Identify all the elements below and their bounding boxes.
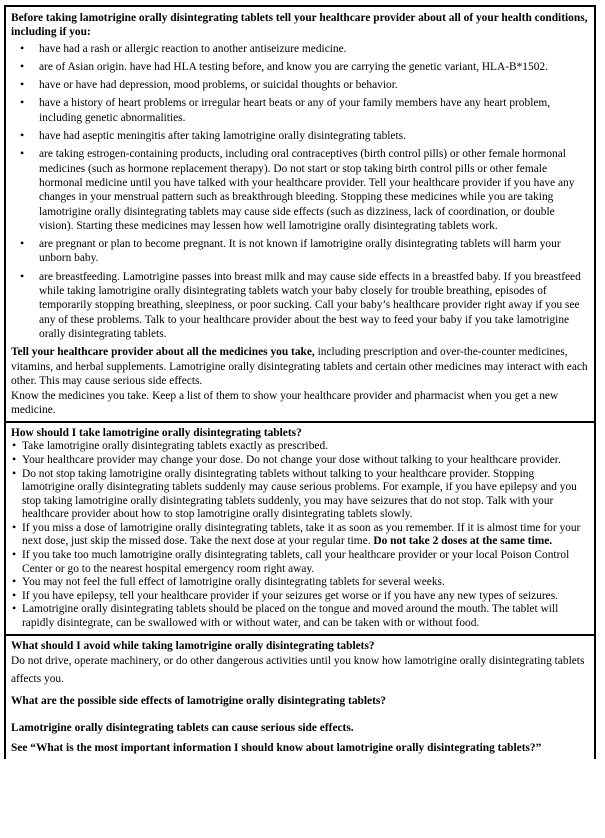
- list-item: • are breastfeeding. Lamotrigine passes into breast milk and may cause side effects in a breastfed baby. If you breastfeed while taking lamotrigine orally disintegrating tablets watch your baby closely for trouble breathing, episodes of temporarily stopping breathing, sleepiness, or poor sucking. Call your baby’s healthcare provider right away if you see any of these problems. Talk to your healthcare provider about the best way to feed your baby if you take lamotrigine orally disintegrating tablets.: [11, 270, 588, 341]
- list-item: • are pregnant or plan to become pregnant. It is not known if lamotrigine orally disintegrating tablets will harm your unborn baby.: [11, 237, 588, 266]
- list-item: • have had a rash or allergic reaction to another antiseizure medicine.: [11, 42, 588, 56]
- medicines-paragraph: [11, 345, 588, 388]
- list-item: • If you take too much lamotrigine orally disintegrating tablets, call your healthcare provider or your local Poison Control Center or go to the nearest hospital emergency room right away.: [11, 549, 588, 576]
- list-item: • Lamotrigine orally disintegrating tablets should be placed on the tongue and moved around the mouth. The tablet will rapidly disintegrate, can be swallowed with or without water, and can be taken with or without food.: [11, 603, 588, 630]
- list-item: • Your healthcare provider may change your dose. Do not change your dose without talking to your healthcare provider.: [11, 454, 588, 468]
- missed-dose-warning: Do not take 2 doses at the same time.: [373, 535, 553, 548]
- medicines-paragraph-bold-lead: Tell your healthcare provider about all the medicines you take,: [11, 346, 315, 359]
- list-item: • have a history of heart problems or irregular heart beats or any of your family members have any heart problem, including genetic abnormalities.: [11, 96, 588, 125]
- list-item-missed-dose: [11, 522, 588, 549]
- section-lead-text: Before taking lamotrigine orally disintegrating tablets tell your healthcare provider about all of your health conditions, including if you:: [11, 12, 588, 39]
- list-item: • You may not feel the full effect of lamotrigine orally disintegrating tablets for several weeks.: [11, 576, 588, 590]
- list-item: • Do not stop taking lamotrigine orally disintegrating tablets without talking to your healthcare provider. Stopping lamotrigine orally disintegrating tablets suddenly may cause serious problems. For example, if you have epilepsy and you stop taking lamotrigine orally disintegrating tablets suddenly, you may have seizures that do not stop. Talk with your healthcare provider about how to stop lamotrigine orally disintegrating tablets slowly.: [11, 468, 588, 522]
- health-conditions-list: [11, 42, 588, 342]
- section-what-should-i-avoid: [6, 634, 594, 759]
- list-item: • have had aseptic meningitis after taking lamotrigine orally disintegrating tablets.: [11, 129, 588, 143]
- see-reference-text: See “What is the most important information I should know about lamotrigine orally disintegrating tablets?”: [11, 742, 542, 755]
- list-item: • are taking estrogen-containing products, including oral contraceptives (birth control pills) or other female hormonal medicines (such as hormone replacement therapy). Do not start or stop taking birth control pills or other female hormonal medicine until you have talked with your healthcare provider. Tell your healthcare provider if you have any changes in your menstrual pattern such as breakthrough bleeding. Stopping these medicines while you are taking lamotrigine orally disintegrating tablets may cause side effects (such as dizziness, lack of coordination, or double vision). Starting these medicines may lessen how well lamotrigine orally disintegrating tablets work.: [11, 147, 588, 233]
- section-heading-avoid: What should I avoid while taking lamotrigine orally disintegrating tablets?: [11, 639, 375, 652]
- missed-dose-text: If you miss a dose of lamotrigine orally disintegrating tablets, take it as soon as you remember. If it is almost time for your next dose, just skip the missed dose. Take the next dose at your regular time.: [22, 521, 581, 548]
- medicines-paragraph-rest: including prescription and over-the-counter medicines, vitamins, and herbal supplements. Lamotrigine orally disintegrating tablets and certain other medicines may interact with each other. This may cause serious side effects.: [11, 346, 588, 387]
- list-item: • If you have epilepsy, tell your healthcare provider if your seizures get worse or if you have any new types of seizures.: [11, 590, 588, 604]
- how-to-take-list: [11, 440, 588, 630]
- know-medicines-paragraph: Know the medicines you take. Keep a list of them to show your healthcare provider and pharmacist when you get a new medicine.: [11, 390, 559, 417]
- section-heading-side-effects: What are the possible side effects of lamotrigine orally disintegrating tablets?: [11, 695, 387, 708]
- serious-side-effects-text: Lamotrigine orally disintegrating tablets can cause serious side effects.: [11, 721, 354, 734]
- list-item: • are of Asian origin. have had HLA testing before, and know you are carrying the genetic variant, HLA-B*1502.: [11, 60, 588, 74]
- avoid-body-text: Do not drive, operate machinery, or do other dangerous activities until you know how lamotrigine orally disintegrating tablets affects you.: [11, 655, 585, 685]
- patient-information-document: [4, 5, 596, 759]
- list-item: • Take lamotrigine orally disintegrating tablets exactly as prescribed.: [11, 440, 588, 454]
- section-heading: How should I take lamotrigine orally disintegrating tablets?: [11, 426, 302, 439]
- list-item: • have or have had depression, mood problems, or suicidal thoughts or behavior.: [11, 78, 588, 92]
- section-before-taking: [6, 7, 594, 421]
- section-how-should-i-take: [6, 421, 594, 634]
